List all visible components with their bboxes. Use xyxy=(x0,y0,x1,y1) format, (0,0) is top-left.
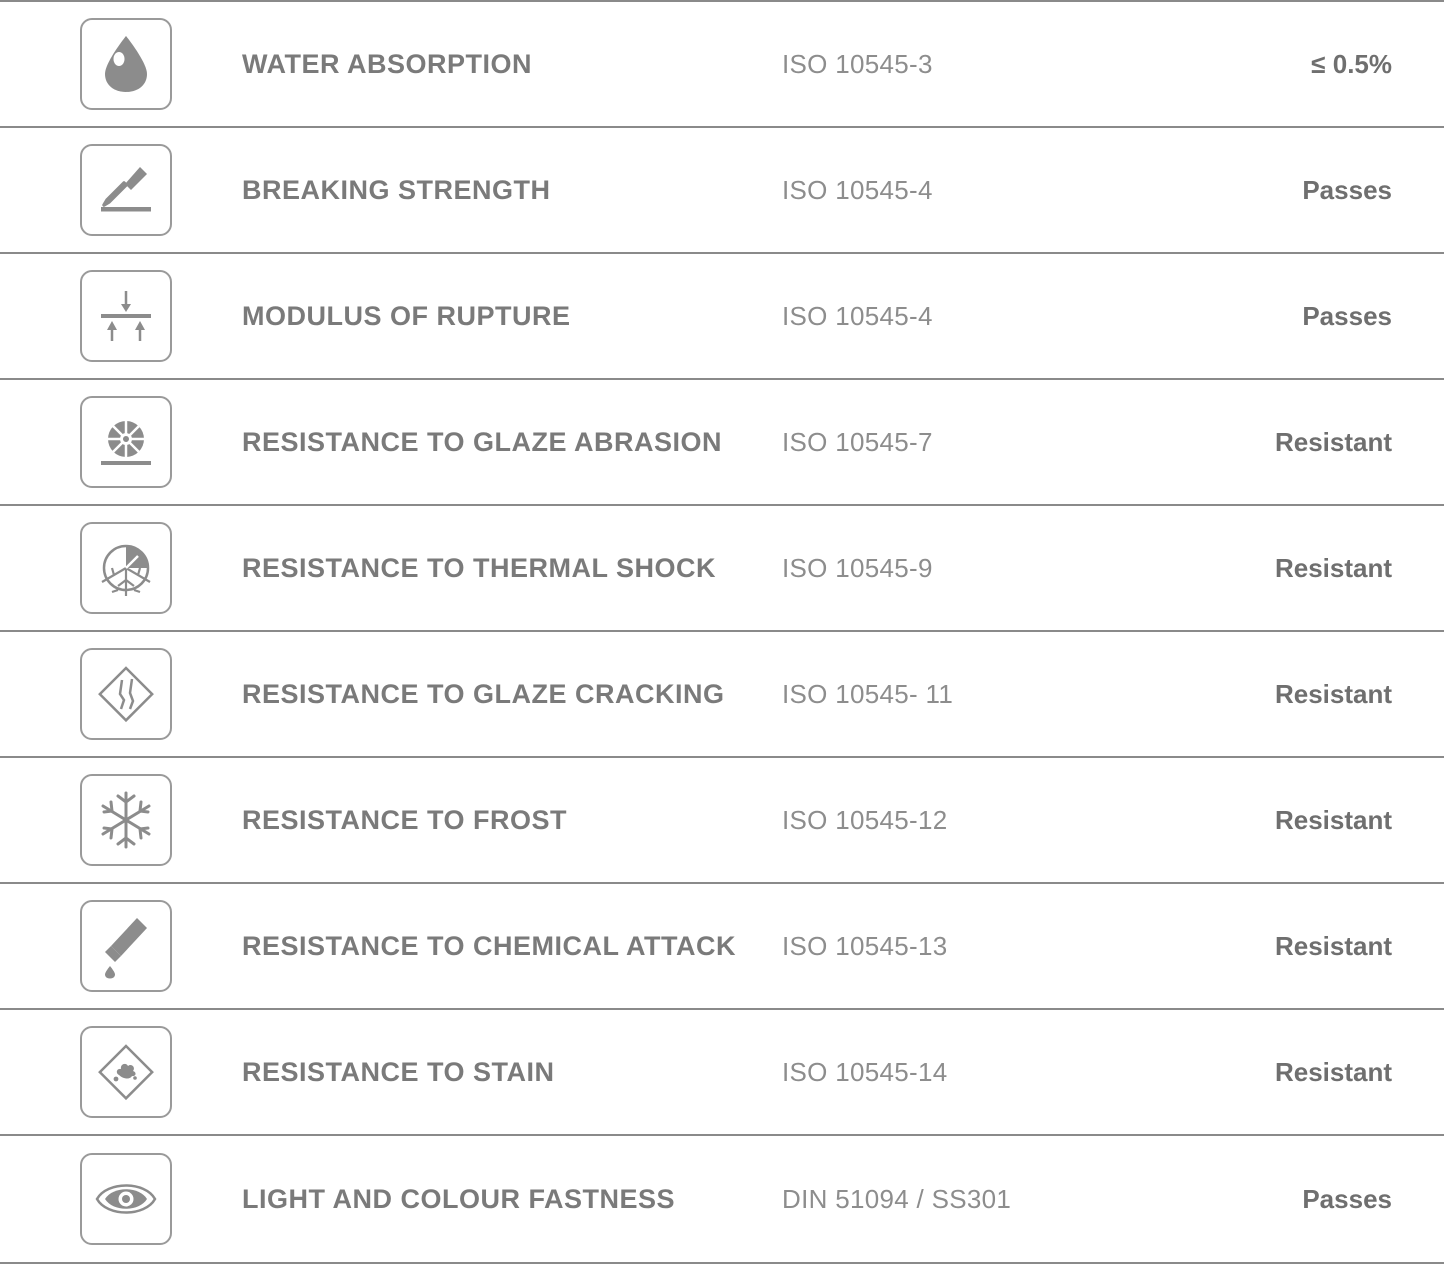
icon-cell xyxy=(0,1153,242,1245)
property-name: LIGHT AND COLOUR FASTNESS xyxy=(242,1183,676,1214)
property-standard: ISO 10545-4 xyxy=(782,174,933,205)
table-row xyxy=(0,1010,1444,1136)
property-value: ≤ 0.5% xyxy=(1311,48,1392,79)
table-row xyxy=(0,128,1444,254)
pipette-icon xyxy=(80,900,172,992)
table-row xyxy=(0,884,1444,1010)
property-value: Resistant xyxy=(1274,930,1392,961)
property-name: MODULUS OF RUPTURE xyxy=(242,300,571,331)
property-value: Resistant xyxy=(1274,1056,1392,1087)
table-row xyxy=(0,506,1444,632)
water-drop-icon xyxy=(80,18,172,110)
snowflake-icon xyxy=(80,774,172,866)
icon-cell xyxy=(0,396,242,488)
icon-cell xyxy=(0,18,242,110)
property-name: RESISTANCE TO GLAZE ABRASION xyxy=(242,426,723,457)
icon-cell xyxy=(0,900,242,992)
hammer-icon xyxy=(80,144,172,236)
icon-cell xyxy=(0,774,242,866)
property-standard: ISO 10545-12 xyxy=(782,804,948,835)
table-row xyxy=(0,254,1444,380)
icon-cell xyxy=(0,144,242,236)
table-row xyxy=(0,1136,1444,1262)
property-standard: ISO 10545-4 xyxy=(782,300,933,331)
icon-cell xyxy=(0,1026,242,1118)
property-name: RESISTANCE TO CHEMICAL ATTACK xyxy=(242,930,737,961)
property-name: WATER ABSORPTION xyxy=(242,48,532,79)
property-standard: ISO 10545- 11 xyxy=(782,678,954,709)
thermal-shock-icon xyxy=(80,522,172,614)
property-value: Resistant xyxy=(1274,552,1392,583)
table-row xyxy=(0,380,1444,506)
property-standard: ISO 10545-13 xyxy=(782,930,948,961)
property-standard: ISO 10545-14 xyxy=(782,1056,948,1087)
modulus-of-rupture-icon xyxy=(80,270,172,362)
property-standard: ISO 10545-3 xyxy=(782,48,933,79)
property-name: RESISTANCE TO GLAZE CRACKING xyxy=(242,678,725,709)
table-row xyxy=(0,2,1444,128)
table-row xyxy=(0,632,1444,758)
property-value: Passes xyxy=(1302,174,1392,205)
property-standard: ISO 10545-9 xyxy=(782,552,933,583)
property-name: RESISTANCE TO THERMAL SHOCK xyxy=(242,552,717,583)
property-value: Passes xyxy=(1302,1183,1392,1214)
property-name: RESISTANCE TO STAIN xyxy=(242,1056,555,1087)
icon-cell xyxy=(0,648,242,740)
property-value: Resistant xyxy=(1274,426,1392,457)
property-standard: ISO 10545-7 xyxy=(782,426,933,457)
stain-icon xyxy=(80,1026,172,1118)
abrasion-wheel-icon xyxy=(80,396,172,488)
eye-icon xyxy=(80,1153,172,1245)
property-value: Resistant xyxy=(1274,678,1392,709)
table-row xyxy=(0,758,1444,884)
property-name: BREAKING STRENGTH xyxy=(242,174,551,205)
property-value: Passes xyxy=(1302,300,1392,331)
icon-cell xyxy=(0,522,242,614)
property-standard: DIN 51094 / SS301 xyxy=(782,1183,1012,1214)
property-value: Resistant xyxy=(1274,804,1392,835)
property-name: RESISTANCE TO FROST xyxy=(242,804,568,835)
icon-cell xyxy=(0,270,242,362)
glaze-cracking-icon xyxy=(80,648,172,740)
